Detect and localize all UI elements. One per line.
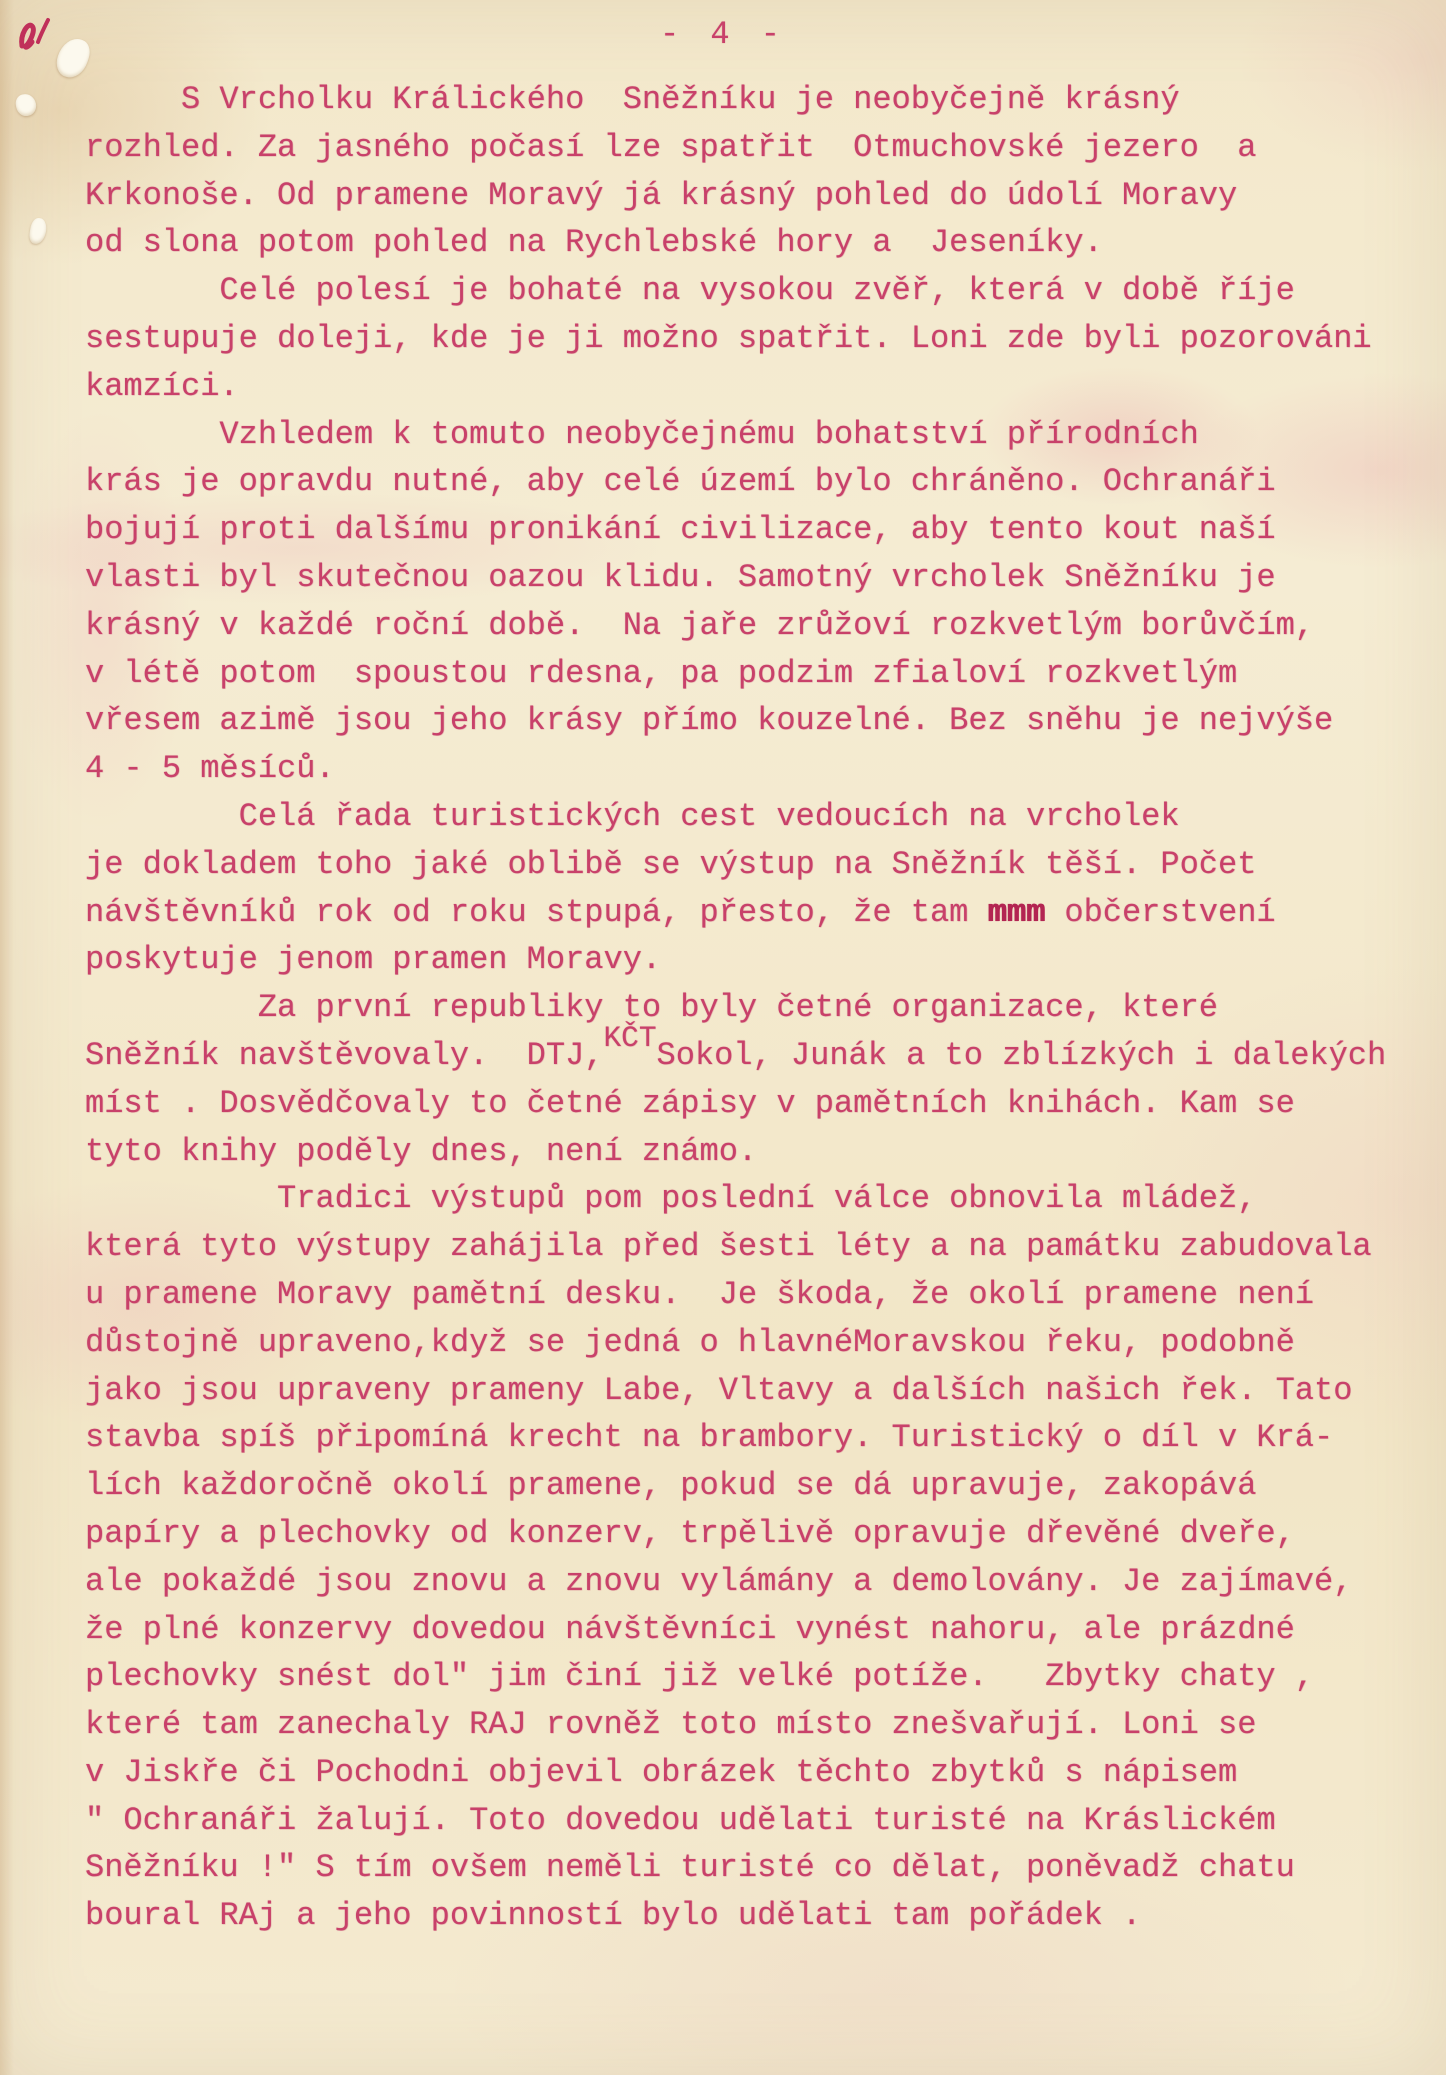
- text-line: kamzíci.: [85, 367, 239, 405]
- text-line: Krkonoše. Od pramene Moravý já krásný pohled do údolí Moravy: [85, 176, 1238, 214]
- text-run: občerstvení: [1045, 893, 1276, 931]
- text-line: poskytuje jenom pramen Moravy.: [85, 941, 662, 979]
- text-line: že plné konzervy dovedou návštěvníci vynést nahoru, ale prázdné: [85, 1610, 1295, 1648]
- text-line: je dokladem toho jaké oblibě se výstup na Sněžník těší. Počet: [85, 845, 1257, 883]
- text-line: tyto knihy poděly dnes, není známo.: [85, 1132, 758, 1170]
- text-run: Sokol, Junák a to zblízkých i dalekých: [656, 1036, 1387, 1074]
- page-number: - 4 -: [659, 16, 786, 53]
- text-line: papíry a plechovky od konzerv, trpělivě opravuje dřevěné dveře,: [85, 1514, 1295, 1552]
- text-run: návštěvníků rok od roku stpupá, přesto, že tam: [85, 893, 988, 931]
- text-line: krásný v každé roční době. Na jaře zrůžoví rozkvetlým borůvčím,: [85, 606, 1314, 644]
- text-run: Sněžník navštěvovaly. DTJ,: [85, 1036, 604, 1074]
- text-line: jako jsou upraveny prameny Labe, Vltavy a dalších našich řek. Tato: [85, 1371, 1353, 1409]
- text-line: lích každoročně okolí pramene, pokud se dá upravuje, zakopává: [85, 1467, 1257, 1505]
- text-line: plechovky snést dol" jim činí již velké potíže. Zbytky chaty ,: [85, 1658, 1314, 1696]
- document-body: [85, 76, 1415, 1940]
- paper-tear: [28, 217, 47, 245]
- text-line: krás je opravdu nutné, aby celé území bylo chráněno. Ochranáři: [85, 463, 1276, 501]
- superscript-insertion: KČT: [603, 1020, 657, 1055]
- text-line: [85, 1020, 1415, 1080]
- text-line: vřesem azimě jsou jeho krásy přímo kouzelné. Bez sněhu je nejvýše: [85, 702, 1334, 740]
- text-line: 4 - 5 měsíců.: [85, 750, 335, 788]
- text-line: [85, 889, 1415, 937]
- text-line: bojují proti dalšímu pronikání civilizace, aby tento kout naší: [85, 511, 1276, 549]
- text-line: Vzhledem k tomuto neobyčejnému bohatství přírodních: [85, 415, 1199, 453]
- text-line: míst . Dosvědčovaly to četné zápisy v pamětních knihách. Kam se: [85, 1084, 1295, 1122]
- text-line: sestupuje doleji, kde je ji možno spatřit. Loni zde byli pozorováni: [85, 319, 1372, 357]
- overstruck-text: mmm: [987, 893, 1046, 931]
- text-line: boural RAj a jeho povinností bylo udělati tam pořádek .: [85, 1897, 1142, 1935]
- text-line: v Jiskře či Pochodni objevil obrázek těchto zbytků s nápisem: [85, 1753, 1238, 1791]
- text-line: vlasti byl skutečnou oazou klidu. Samotný vrcholek Sněžníku je: [85, 558, 1276, 596]
- paper-tear: [14, 92, 38, 118]
- text-line: které tam zanechaly RAJ rovněž toto místo znešvařují. Loni se: [85, 1706, 1257, 1744]
- text-line: Za první republiky to byly četné organizace, které: [85, 989, 1218, 1027]
- text-line: v létě potom spoustou rdesna, pa podzim zfialoví rozkvetlým: [85, 654, 1238, 692]
- text-line: Celé polesí je bohaté na vysokou zvěř, která v době říje: [85, 272, 1295, 310]
- text-line: rozhled. Za jasného počasí lze spatřit Otmuchovské jezero a: [85, 128, 1257, 166]
- text-line: stavba spíš připomíná krecht na brambory. Turistický o díl v Krá-: [85, 1419, 1334, 1457]
- text-line: která tyto výstupy zahájila před šesti léty a na památku zabudovala: [85, 1228, 1372, 1266]
- text-line: Sněžníku !" S tím ovšem neměli turisté co dělat, poněvadž chatu: [85, 1849, 1295, 1887]
- text-line: ale pokaždé jsou znovu a znovu vylámány a demolovány. Je zajímavé,: [85, 1562, 1353, 1600]
- text-line: " Ochranáři žalují. Toto dovedou udělati turisté na Kráslickém: [85, 1801, 1276, 1839]
- text-line: S Vrcholku Králického Sněžníku je neobyčejně krásný: [85, 81, 1180, 118]
- text-line: u pramene Moravy pamětní desku. Je škoda, že okolí pramene není: [85, 1275, 1314, 1313]
- text-line: Celá řada turistických cest vedoucích na vrcholek: [85, 797, 1180, 835]
- text-line: důstojně upraveno,když se jedná o hlavnéMoravskou řeku, podobně: [85, 1323, 1295, 1361]
- text-line: Tradici výstupů pom poslední válce obnovila mládež,: [85, 1180, 1257, 1218]
- text-line: od slona potom pohled na Rychlebské hory a Jeseníky.: [85, 224, 1103, 262]
